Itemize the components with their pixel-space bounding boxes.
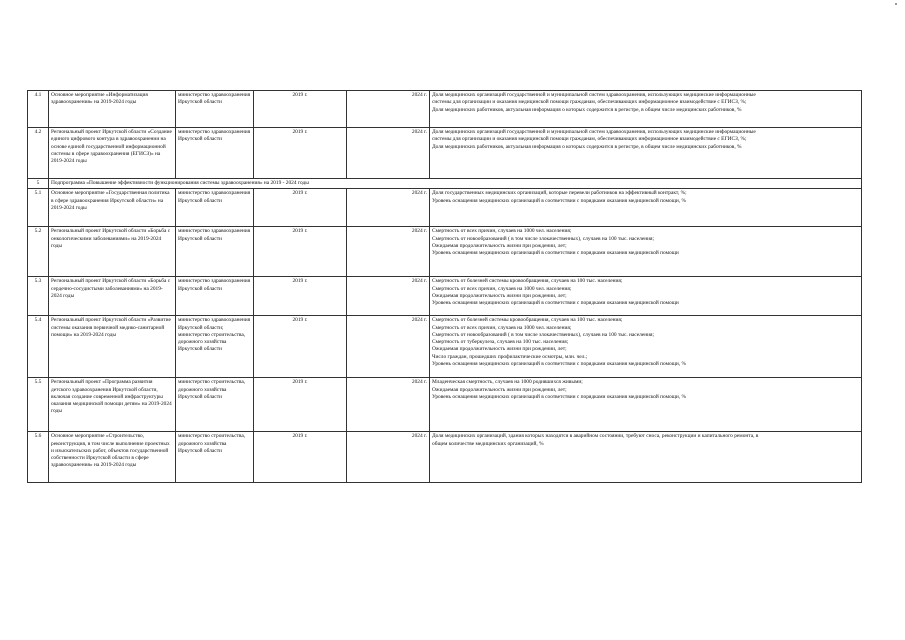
indicators: [430, 128, 862, 179]
executor: министерство здравоохранения Иркутской области: [176, 128, 254, 179]
start-year: 2019 г.: [254, 91, 347, 128]
indicator-line: Смертность от туберкулеза, случаев на 100 тыс. населения;: [432, 339, 569, 346]
measure-name: Региональный проект Иркутской области «Борьба с онкологическими заболеваниями» на 2019-2024 годы: [49, 227, 176, 277]
indicator-line: Смертность от всех причин, случаев на 1000 чел. населения;: [432, 324, 572, 331]
table-row: [28, 91, 862, 128]
end-year: 2024 г.: [347, 91, 430, 128]
measure-name: Основное мероприятие «Информатизация здравоохранения» на 2019-2024 годы: [49, 91, 176, 128]
start-year: 2019 г.: [254, 128, 347, 179]
table-row: [28, 316, 862, 378]
executor: министерство строительства, дорожного хозяйства Иркутской области: [176, 432, 254, 483]
row-number: 5.4: [28, 316, 49, 378]
row-number: 4.2: [28, 128, 49, 179]
section-number: 5: [28, 179, 49, 189]
indicator-line: системы для организации и оказания медицинской помощи гражданам, обеспечивающих информационное взаимодействие с ЕГИСЗ, %;: [432, 99, 747, 106]
executor: министерство здравоохранения Иркутской области: [176, 91, 254, 128]
indicator-line: Доля медицинских организаций, здания которых находятся в аварийном состоянии, требуют сноса, реконструкции и капитального ремонта, в: [432, 433, 759, 440]
indicator-line: Смертность от всех причин, случаев на 1000 чел. населения;: [432, 228, 572, 235]
table-body: [28, 91, 862, 483]
end-year: 2024 г.: [347, 128, 430, 179]
table-row: [28, 128, 862, 179]
indicator-line: Смертность от новообразований ( в том числе злокачественных), случаев на 100 тыс. населения;: [432, 235, 654, 242]
measure-name: Региональный проект Иркутской области «Развитие системы оказания первичной медико-санитарной помощи» на 2019-2024 годы: [49, 316, 176, 378]
table-row: [28, 277, 862, 316]
measure-name: Региональный проект «Программа развития детского здравоохранения Иркутской области, включая создание современной инфраструктуры оказания медицинской помощи детям» на 2019-2024 годы: [49, 378, 176, 432]
table-row: [28, 189, 862, 227]
indicator-line: Ожидаемая продолжительность жизни при рождении, лет;: [432, 242, 567, 249]
measure-name: Основное мероприятие «Строительство, реконструкция, в том числе выполнение проектных и изыскательских работ, объектов государственной собственности Иркутской области в сфере здравоохранения» на 2019-2024 годы: [49, 432, 176, 483]
row-number: 4.1: [28, 91, 49, 128]
indicator-line: системы для организации и оказания медицинской помощи гражданам, обеспечивающих информационное взаимодействие с ЕГИСЗ, %;: [432, 136, 747, 143]
end-year: 2024 г.: [347, 316, 430, 378]
indicator-line: Доля медицинских организаций государственной и муниципальной систем здравоохранения, использующих медицинские информационные: [432, 92, 756, 98]
executor: министерство здравоохранения Иркутской области: [176, 189, 254, 227]
executor: министерство здравоохранения Иркутской области: [176, 277, 254, 316]
scan-speck: [895, 3, 897, 5]
indicator-line: Уровень оснащения медицинских организаций в соответствии с порядками оказания медицинской помощи, %: [432, 361, 686, 368]
indicator-line: Ожидаемая продолжительность жизни при рождении, лет;: [432, 292, 567, 299]
executor: министерство здравоохранения Иркутской области: [176, 227, 254, 277]
indicator-line: Доля государственных медицинских организаций, которые перевели работников на эффективный контракт, %;: [432, 190, 687, 197]
section-title: Подпрограмма «Повышение эффективности функционирования системы здравоохранения» на 2019 - 2024 годы: [49, 179, 862, 189]
program-table: [27, 90, 862, 483]
row-number: 5.6: [28, 432, 49, 483]
start-year: 2019 г.: [254, 277, 347, 316]
indicators: [430, 432, 862, 483]
measure-name: Основное мероприятие «Государственная политика в сфере здравоохранения Иркутской области» на 2019-2024 годы: [49, 189, 176, 227]
indicators: [430, 189, 862, 227]
indicator-line: Уровень оснащения медицинских организаций в соответствии с порядками оказания медицинской помощи, %: [432, 197, 686, 204]
start-year: 2019 г.: [254, 378, 347, 432]
start-year: 2019 г.: [254, 316, 347, 378]
table-row: [28, 227, 862, 277]
indicator-line: Доля медицинских работников, актуальная информация о которых содержится в регистре, в общем числе медицинских работников, %: [432, 143, 742, 150]
indicator-line: Ожидаемая продолжительность жизни при рождении, лет;: [432, 386, 567, 393]
table-row: [28, 378, 862, 432]
start-year: 2019 г.: [254, 189, 347, 227]
indicator-line: Младенческая смертность, случаев на 1000 родившихся живыми;: [432, 379, 583, 386]
indicators: [430, 91, 862, 128]
row-number: 5.5: [28, 378, 49, 432]
start-year: 2019 г.: [254, 227, 347, 277]
measure-name: Региональный проект Иркутской области «Борьба с сердечно-сосудистыми заболеваниями» на 2019-2024 годы: [49, 277, 176, 316]
indicator-line: Доля медицинских организаций государственной и муниципальной систем здравоохранения, использующих медицинские информационные: [432, 129, 756, 135]
row-number: 5.2: [28, 227, 49, 277]
executor: министерство здравоохранения Иркутской области; министерство строительства, дорожного хозяйства Иркутской области: [176, 316, 254, 378]
indicator-line: Уровень оснащения медицинских организаций в соответствии с порядками оказания медицинской помощи: [432, 300, 679, 307]
end-year: 2024 г.: [347, 277, 430, 316]
start-year: 2019 г.: [254, 432, 347, 483]
table-row: [28, 432, 862, 483]
indicators: [430, 316, 862, 378]
measure-name: Региональный проект Иркутской области «Создание единого цифрового контура в здравоохранении на основе единой государственной информационной системы в сфере здравоохранения (ЕГИСЗ)» на 2019-2024 годы: [49, 128, 176, 179]
indicator-line: общем количестве медицинских организаций, %: [432, 440, 544, 447]
executor: министерство строительства, дорожного хозяйства Иркутской области: [176, 378, 254, 432]
row-number: 5.3: [28, 277, 49, 316]
section-row: [28, 179, 862, 189]
indicators: [430, 277, 862, 316]
indicator-line: Уровень оснащения медицинских организаций в соответствии с порядками оказания медицинской помощи, %: [432, 393, 686, 400]
indicator-line: Смертность от болезней системы кровообращения, случаев на 100 тыс. населения;: [432, 278, 623, 285]
indicator-line: Уровень оснащения медицинских организаций в соответствии с порядками оказания медицинской помощи: [432, 250, 679, 257]
end-year: 2024 г.: [347, 378, 430, 432]
indicator-line: Смертность от болезней системы кровообращения, случаев на 100 тыс. населения;: [432, 317, 623, 324]
indicator-line: Число граждан, прошедших профилактические осмотры, млн. чел.;: [432, 353, 588, 360]
end-year: 2024 г.: [347, 189, 430, 227]
indicator-line: Ожидаемая продолжительность жизни при рождении, лет;: [432, 346, 567, 353]
indicators: [430, 378, 862, 432]
indicator-line: Смертность от всех причин, случаев на 1000 чел. населения;: [432, 285, 572, 292]
indicator-line: Смертность от новообразований ( в том числе злокачественных), случаев на 100 тыс. населения;: [432, 331, 654, 338]
row-number: 5.1: [28, 189, 49, 227]
indicator-line: Доля медицинских работников, актуальная информация о которых содержится в регистре, в общем числе медицинских работников, %: [432, 106, 742, 113]
end-year: 2024 г.: [347, 432, 430, 483]
indicators: [430, 227, 862, 277]
end-year: 2024 г.: [347, 227, 430, 277]
